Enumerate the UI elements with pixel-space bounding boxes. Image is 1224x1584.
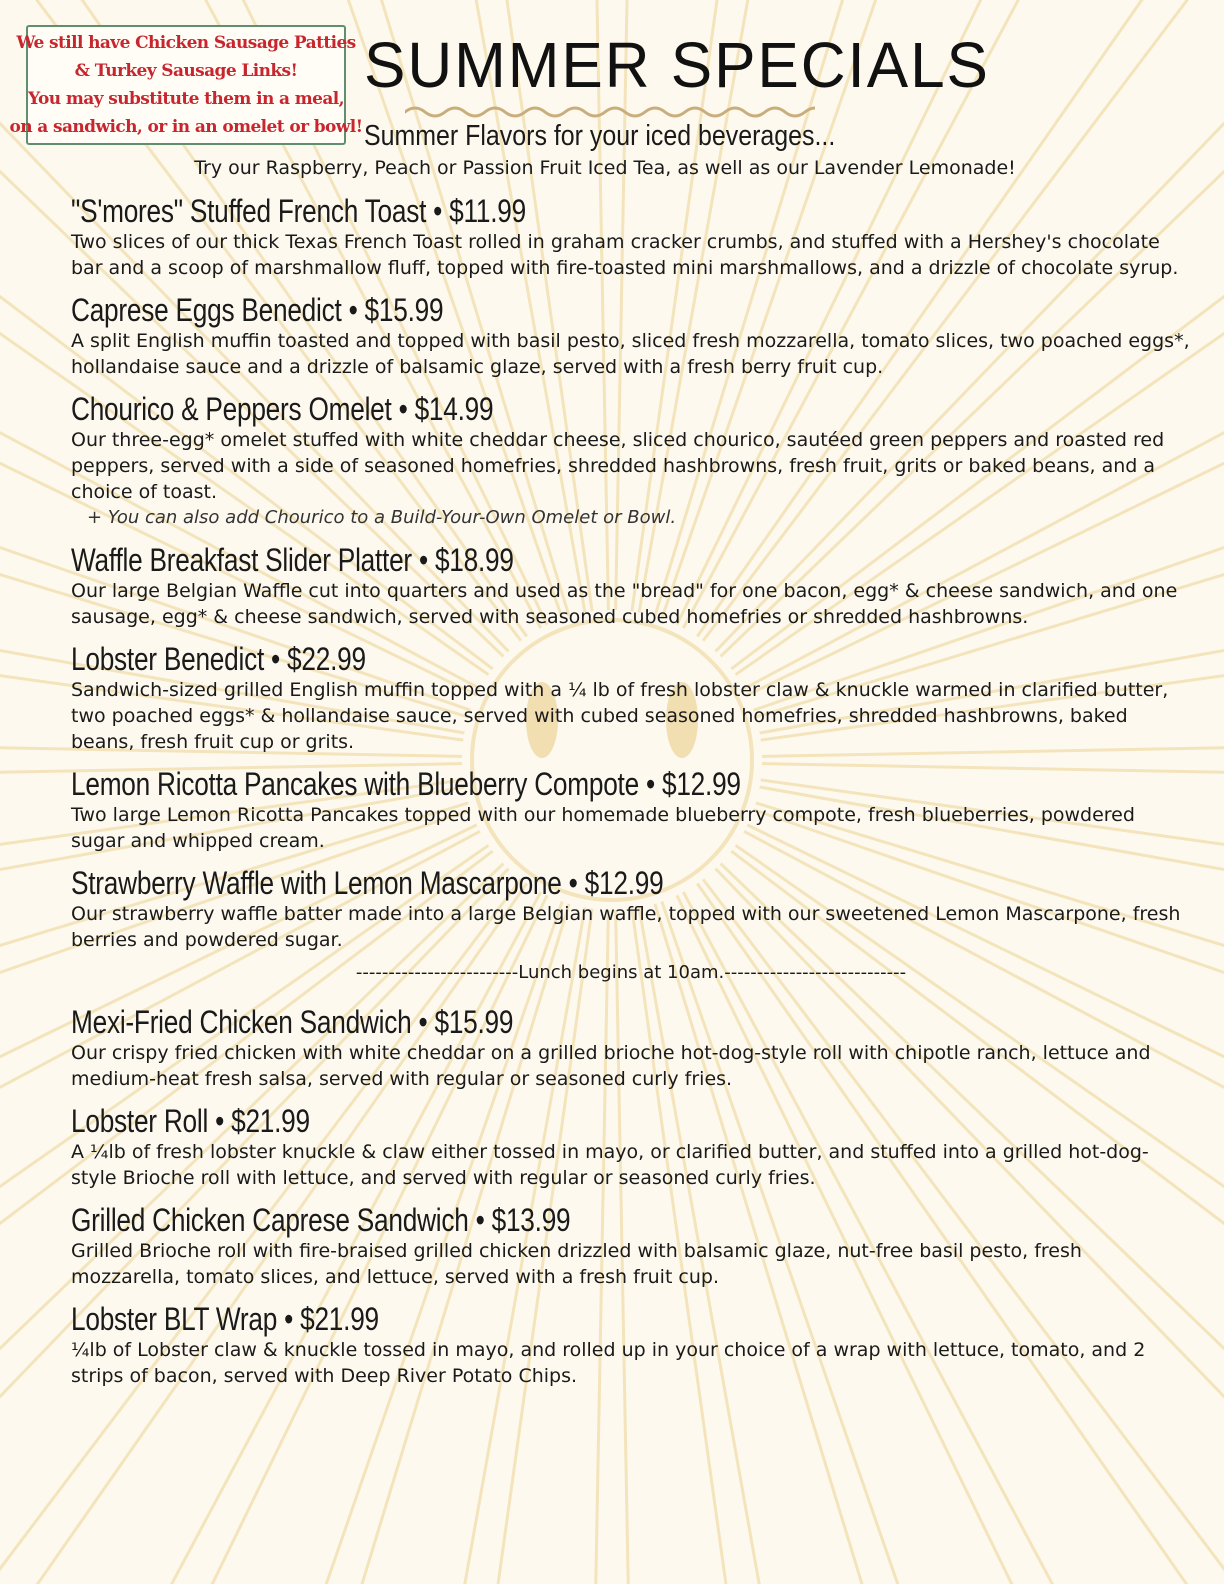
item-description: Sandwich-sized grilled English muffin topped with a ¼ lb of fresh lobster claw & knuckle warmed in clarified butter, two poached eggs* & hollandaise sauce, served with cubed seasoned homefries, shredded hashbrowns, baked beans, fresh fruit cup or grits. <box>71 679 1169 753</box>
menu-item <box>71 1001 1191 1092</box>
item-description: Our three-egg* omelet stuffed with white cheddar cheese, sliced chourico, sautéed green peppers and roasted red peppers, served with a side of seasoned homefries, shredded hashbrowns, fresh fruit, grits or baked beans, and a choice of toast. <box>71 429 1165 503</box>
item-description: Our crispy fried chicken with white cheddar on a grilled brioche hot-dog-style roll with chipotle ranch, lettuce and medium-heat fresh salsa, served with regular or seasoned curly fries. <box>71 1042 1151 1090</box>
item-title: Mexi-Fried Chicken Sandwich • $15.99 <box>71 1004 514 1040</box>
breakfast-section <box>71 190 1191 953</box>
notice-line: on a sandwich, or in an omelet or bowl! <box>9 117 363 137</box>
menu-item <box>71 862 1191 953</box>
item-description: A ¼lb of fresh lobster knuckle & claw either tossed in mayo, or clarified butter, and stuffed into a grilled hot-dog-style Brioche roll with lettuce, and served with regular or seasoned curly fries. <box>71 1141 1149 1189</box>
lunch-section <box>71 1001 1191 1389</box>
menu-item <box>71 763 1191 854</box>
item-title: Grilled Chicken Caprese Sandwich • $13.99 <box>71 1202 571 1238</box>
notice-line: & Turkey Sausage Links! <box>74 61 298 81</box>
page-title: SUMMER SPECIALS <box>364 29 990 101</box>
item-description: ¼lb of Lobster claw & knuckle tossed in mayo, and rolled up in your choice of a wrap with lettuce, tomato, and 2 strips of bacon, served with Deep River Potato Chips. <box>71 1339 1146 1387</box>
item-title: Lobster Benedict • $22.99 <box>71 641 366 677</box>
iced-tea-line: Try our Raspberry, Peach or Passion Fruit Iced Tea, as well as our Lavender Lemonade! <box>194 157 1016 179</box>
lunch-divider: -------------------------Lunch begins at 10am.---------------------------- <box>355 962 907 983</box>
item-note: + You can also add Chourico to a Build-Your-Own Omelet or Bowl. <box>87 507 677 528</box>
menu-item <box>71 1100 1191 1191</box>
item-description: Our strawberry waffle batter made into a large Belgian waffle, topped with our sweetened Lemon Mascarpone, fresh berries and powdered sugar. <box>71 903 1181 951</box>
menu-items <box>71 190 1191 1397</box>
menu-item <box>71 638 1191 755</box>
item-title: Waffle Breakfast Slider Platter • $18.99 <box>71 542 514 578</box>
item-description: Our large Belgian Waffle cut into quarters and used as the "bread" for one bacon, egg* & cheese sandwich, and one sausage, egg* & cheese sandwich, served with seasoned cubed homefries or shredded hashbrowns. <box>71 580 1178 628</box>
menu-item <box>71 539 1191 630</box>
item-title: Chourico & Peppers Omelet • $14.99 <box>71 391 494 427</box>
notice-line: We still have Chicken Sausage Patties <box>16 33 356 53</box>
sausage-notice-box <box>9 25 363 145</box>
beverage-subtitle: Summer Flavors for your iced beverages... <box>364 120 836 152</box>
item-description: Two slices of our thick Texas French Toast rolled in graham cracker crumbs, and stuffed with a Hershey's chocolate bar and a scoop of marshmallow fluff, topped with fire-toasted mini marshmallows, and a drizzle of chocolate syrup. <box>71 231 1179 279</box>
item-title: Strawberry Waffle with Lemon Mascarpone • $12.99 <box>71 865 664 901</box>
item-description: Grilled Brioche roll with fire-braised grilled chicken drizzled with balsamic glaze, nut-free basil pesto, fresh mozzarella, tomato slices, and lettuce, served with a fresh fruit cup. <box>71 1240 1082 1288</box>
item-title: Caprese Eggs Benedict • $15.99 <box>71 292 444 328</box>
item-title: Lemon Ricotta Pancakes with Blueberry Compote • $12.99 <box>71 766 741 802</box>
item-description: A split English muffin toasted and topped with basil pesto, sliced fresh mozzarella, tomato slices, two poached eggs*, hollandaise sauce and a drizzle of balsamic glaze, served with a fresh berry fruit cup. <box>71 330 1190 378</box>
item-title: Lobster BLT Wrap • $21.99 <box>71 1301 379 1337</box>
menu-item <box>71 1298 1191 1389</box>
menu-item <box>71 1199 1191 1290</box>
menu-item <box>71 190 1191 281</box>
menu-item <box>71 388 1191 531</box>
menu-item <box>71 289 1191 380</box>
item-description: Two large Lemon Ricotta Pancakes topped with our homemade blueberry compote, fresh blueberries, powdered sugar and whipped cream. <box>71 804 1135 852</box>
item-title: "S'mores" Stuffed French Toast • $11.99 <box>71 193 526 229</box>
item-title: Lobster Roll • $21.99 <box>71 1103 310 1139</box>
notice-line: You may substitute them in a meal, <box>28 89 344 109</box>
